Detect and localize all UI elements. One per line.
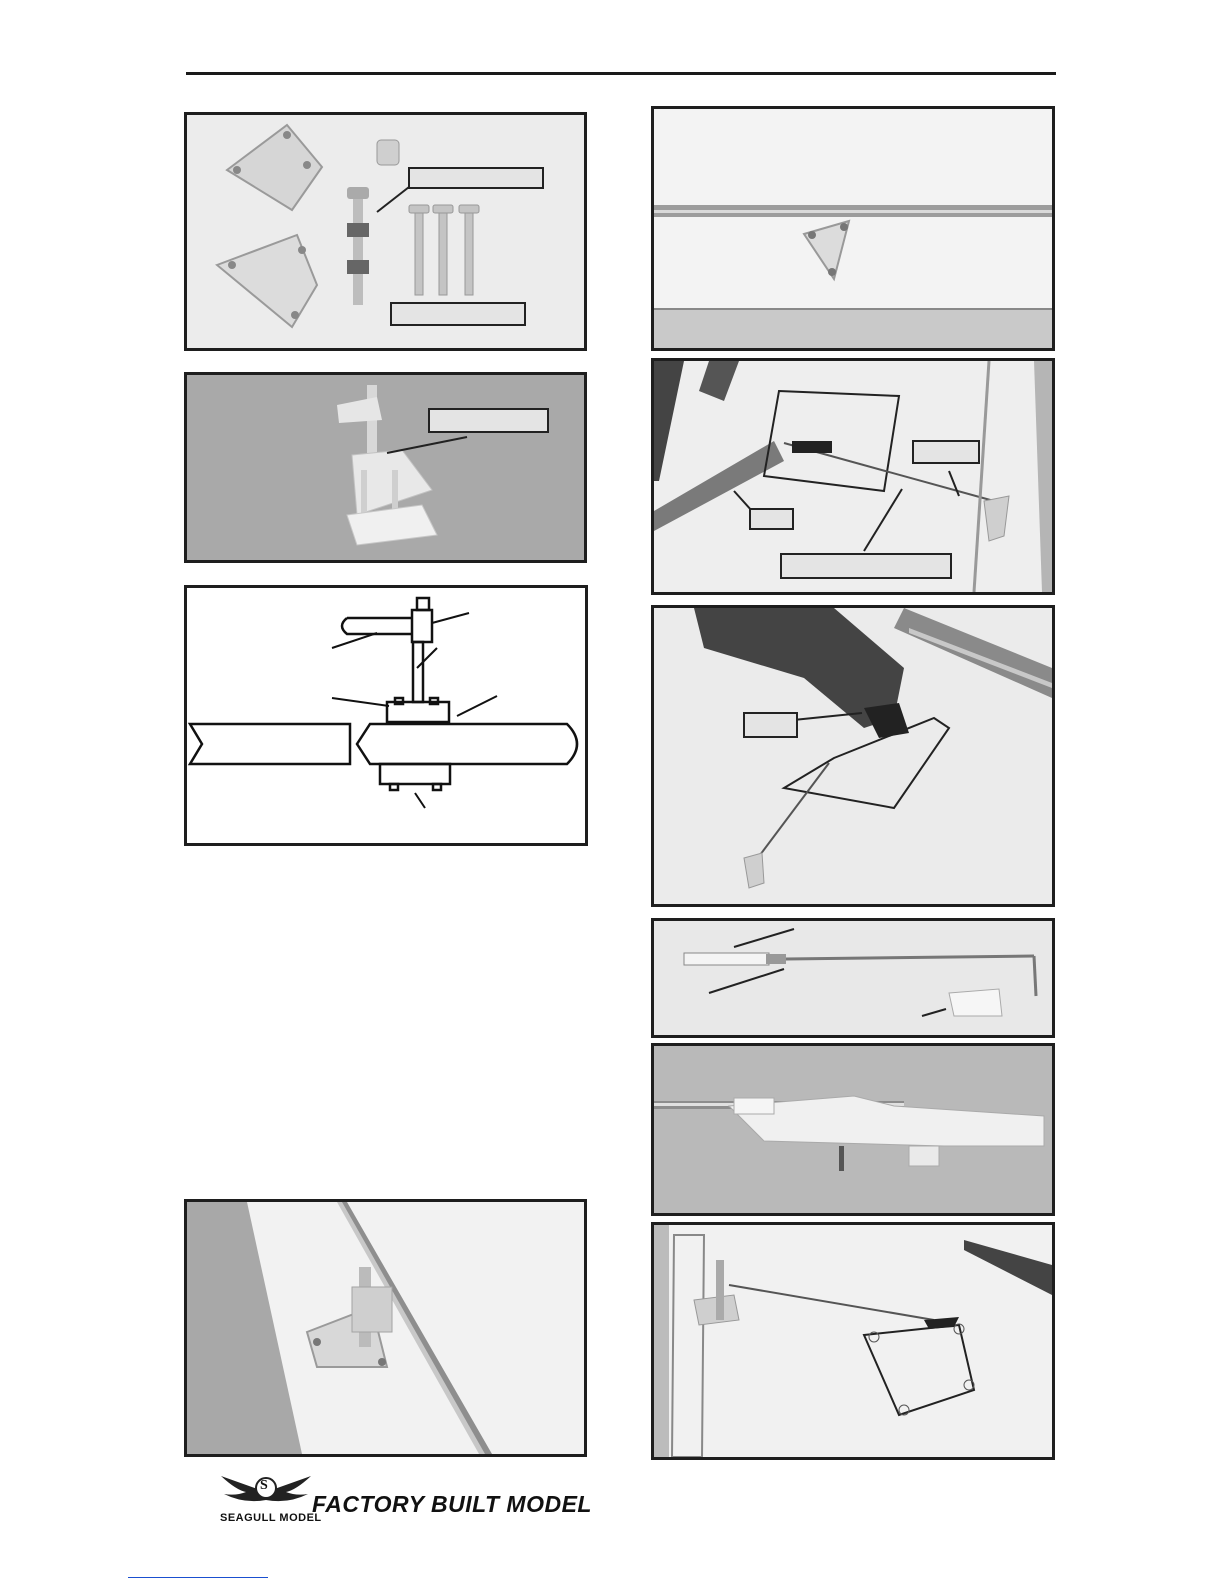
pliers-step-illustration (654, 608, 1052, 904)
header-rule (186, 72, 1056, 75)
photo-wing-edge (651, 106, 1055, 351)
callout-label-6 (780, 553, 952, 579)
photo-clevis-closeup (651, 1043, 1055, 1216)
photo-hinge-parts (184, 112, 587, 351)
brand-tagline: FACTORY BUILT MODEL (312, 1491, 592, 1517)
photo-servo-linkage (651, 358, 1055, 595)
photo-pushrod-parts (651, 918, 1055, 1038)
diagram-hinge-section (184, 585, 588, 846)
assembled-hinge-illustration (187, 375, 584, 560)
callout-label-7 (743, 712, 798, 738)
photo-hinge-on-wing (184, 1199, 587, 1457)
photo-completed-installation (651, 1222, 1055, 1460)
photo-pliers-step (651, 605, 1055, 907)
hinge-section-diagram (187, 588, 585, 843)
callout-label-2 (390, 302, 526, 326)
wing-edge-illustration (654, 109, 1052, 348)
callout-label-4 (912, 440, 980, 464)
photo-assembled-hinge (184, 372, 587, 563)
callout-label-1 (408, 167, 544, 189)
hinge-on-wing-illustration (187, 1202, 584, 1454)
callout-label-5 (749, 508, 794, 530)
brand-name: SEAGULL MODEL (220, 1512, 322, 1524)
logo-initial: S (260, 1478, 268, 1493)
completed-installation-illustration (654, 1225, 1052, 1457)
clevis-closeup-illustration (654, 1046, 1052, 1213)
link-underline[interactable] (128, 1577, 268, 1578)
pushrod-parts-illustration (654, 921, 1052, 1035)
callout-label-3 (428, 408, 549, 433)
